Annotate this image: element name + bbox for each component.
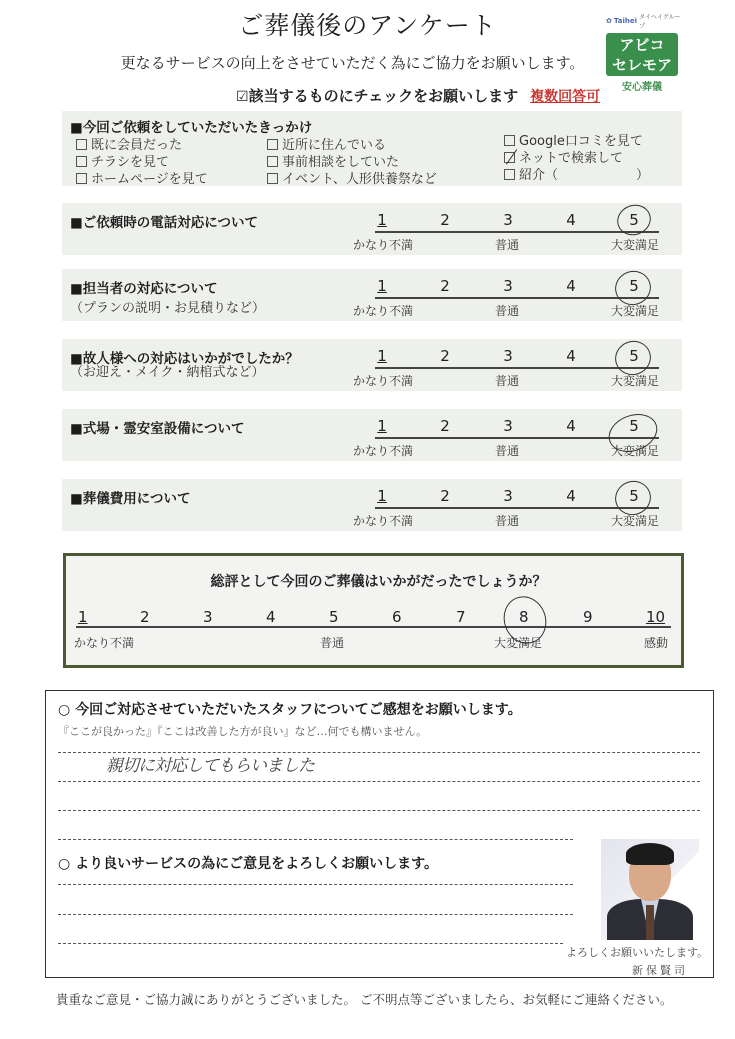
overall-option-1[interactable]: 1: [78, 608, 88, 626]
rating-option-5[interactable]: 5: [629, 347, 639, 365]
overall-question: 総評として今回のご葬儀はいかがだったでしょうか？: [210, 574, 547, 590]
rating-option-3[interactable]: 3: [503, 487, 513, 505]
option-web-search[interactable]: ネットで検索して: [504, 147, 623, 166]
rating-option-4[interactable]: 4: [566, 211, 576, 229]
rating-phone: ■ご依頼時の電話対応について 1 2 3 4 5 かなり不満 普通 大変満足: [62, 203, 682, 255]
rating-option-3[interactable]: 3: [503, 277, 513, 295]
rating-scale: 1 2 3 4 5 かなり不満 普通 大変満足: [375, 345, 675, 385]
rating-option-2[interactable]: 2: [440, 347, 450, 365]
footer-text: 貴重なご意見・ご協力誠にありがとうございました。 ご不明点等ございましたら、お気軽にご連絡ください。: [56, 992, 673, 1007]
checkbox-checked-icon[interactable]: [504, 152, 515, 163]
rating-option-1[interactable]: 1: [377, 347, 387, 365]
overall-option-10[interactable]: 10: [646, 608, 666, 626]
checkbox-icon[interactable]: [76, 173, 87, 184]
rating-option-5[interactable]: 5: [629, 277, 639, 295]
overall-option-8[interactable]: 8: [519, 608, 529, 626]
instruction-text: 該当するものにチェックをお願いします: [248, 87, 519, 105]
rating-scale: 1 2 3 4 5 かなり不満 普通 大変満足: [375, 485, 675, 525]
rating-option-2[interactable]: 2: [440, 211, 450, 229]
overall-option-7[interactable]: 7: [456, 608, 466, 626]
staff-feedback-hint: 『ここが良かった』『ここは改善した方が良い』など…何でも構いません。: [58, 725, 428, 738]
staff-feedback-heading: ○ 今回ご対応させていただいたスタッフについてご感想をお願いします。: [58, 702, 522, 718]
page-subtitle: 更なるサービスの向上をさせていただく為にご協力をお願いします。: [120, 54, 585, 72]
option-google-reviews[interactable]: Google口コミを見て: [504, 130, 643, 149]
rating-option-4[interactable]: 4: [566, 487, 576, 505]
staff-feedback-answer[interactable]: 親切に対応してもらいました: [106, 756, 314, 776]
option-neighbor[interactable]: 近所に住んでいる: [267, 134, 386, 153]
rating-option-2[interactable]: 2: [440, 417, 450, 435]
rating-option-1[interactable]: 1: [377, 417, 387, 435]
rating-option-3[interactable]: 3: [503, 347, 513, 365]
overall-option-6[interactable]: 6: [392, 608, 402, 626]
checkbox-icon[interactable]: [267, 156, 278, 167]
rating-option-3[interactable]: 3: [503, 417, 513, 435]
checkbox-icon[interactable]: [267, 173, 278, 184]
overall-rating-section: 総評として今回のご葬儀はいかがだったでしょうか？ 1 2 3 4 5 6 7 8 9 10 かなり不満 普通 大変満足 感動: [63, 553, 684, 668]
rating-option-1[interactable]: 1: [377, 211, 387, 229]
checkbox-icon[interactable]: [504, 169, 515, 180]
group-brand: ✿ Taihei タイヘイグループ: [606, 14, 681, 30]
overall-option-9[interactable]: 9: [583, 608, 593, 626]
rating-option-2[interactable]: 2: [440, 487, 450, 505]
rating-scale: 1 2 3 4 5 かなり不満 普通 大変満足: [375, 209, 675, 249]
rating-scale: 1 2 3 4 5 かなり不満 普通 大変満足: [375, 415, 675, 455]
rating-cost: ■葬儀費用について 1 2 3 4 5 かなり不満 普通 大変満足: [62, 479, 682, 531]
checkbox-icon[interactable]: [504, 135, 515, 146]
rating-option-1[interactable]: 1: [377, 487, 387, 505]
multiple-answers-note: 複数回答可: [530, 88, 601, 105]
overall-option-2[interactable]: 2: [140, 608, 150, 626]
page-title: ご葬儀後のアンケート: [238, 11, 497, 40]
rating-facility: ■式場・霊安室設備について 1 2 3 4 5 かなり不満 普通 大変満足: [62, 409, 682, 461]
reasons-section: [62, 111, 682, 186]
rating-option-1[interactable]: 1: [377, 277, 387, 295]
taihei-icon: ✿: [606, 17, 612, 25]
rating-scale: 1 2 3 4 5 かなり不満 普通 大変満足: [375, 275, 675, 315]
checkbox-checked-icon: ☑: [236, 89, 249, 105]
logo-tagline: 安心葬儀: [622, 82, 662, 93]
rating-option-5[interactable]: 5: [629, 211, 639, 229]
staff-message: よろしくお願いいたします。: [566, 946, 709, 959]
rating-option-4[interactable]: 4: [566, 347, 576, 365]
overall-option-4[interactable]: 4: [266, 608, 276, 626]
selected-circle: [613, 200, 655, 240]
reasons-heading: ■今回ご依頼をしていただいたきっかけ: [70, 120, 313, 136]
service-feedback-heading: ○ より良いサービスの為にご意見をよろしくお願いします。: [58, 856, 438, 872]
option-referral[interactable]: 紹介（ ）: [504, 164, 649, 183]
option-homepage[interactable]: ホームページを見て: [76, 168, 208, 187]
checkbox-icon[interactable]: [76, 139, 87, 150]
comments-section: [45, 690, 714, 978]
instruction: [236, 85, 600, 106]
rating-option-4[interactable]: 4: [566, 277, 576, 295]
staff-photo: [601, 839, 699, 940]
rating-option-3[interactable]: 3: [503, 211, 513, 229]
checkbox-icon[interactable]: [267, 139, 278, 150]
rating-staff: ■担当者の対応について （プランの説明・お見積りなど） 1 2 3 4 5 かなり不満 普通 大変満足: [62, 269, 682, 321]
staff-name: 新保賢司: [632, 964, 688, 977]
option-flyer[interactable]: チラシを見て: [76, 151, 169, 170]
overall-option-3[interactable]: 3: [203, 608, 213, 626]
option-member[interactable]: 既に会員だった: [76, 134, 182, 153]
overall-option-5[interactable]: 5: [329, 608, 339, 626]
rating-deceased-care: ■故人様への対応はいかがでしたか？ （お迎え・メイク・納棺式など） 1 2 3 4 5 かなり不満 普通 大変満足: [62, 339, 682, 391]
option-event[interactable]: イベント、人形供養祭など: [267, 168, 437, 187]
logo-box: アビコ セレモア: [606, 33, 678, 76]
rating-option-4[interactable]: 4: [566, 417, 576, 435]
checkbox-icon[interactable]: [76, 156, 87, 167]
rating-option-5[interactable]: 5: [629, 417, 639, 435]
rating-option-5[interactable]: 5: [629, 487, 639, 505]
rating-option-2[interactable]: 2: [440, 277, 450, 295]
option-consultation[interactable]: 事前相談をしていた: [267, 151, 399, 170]
company-logo: [606, 12, 686, 93]
